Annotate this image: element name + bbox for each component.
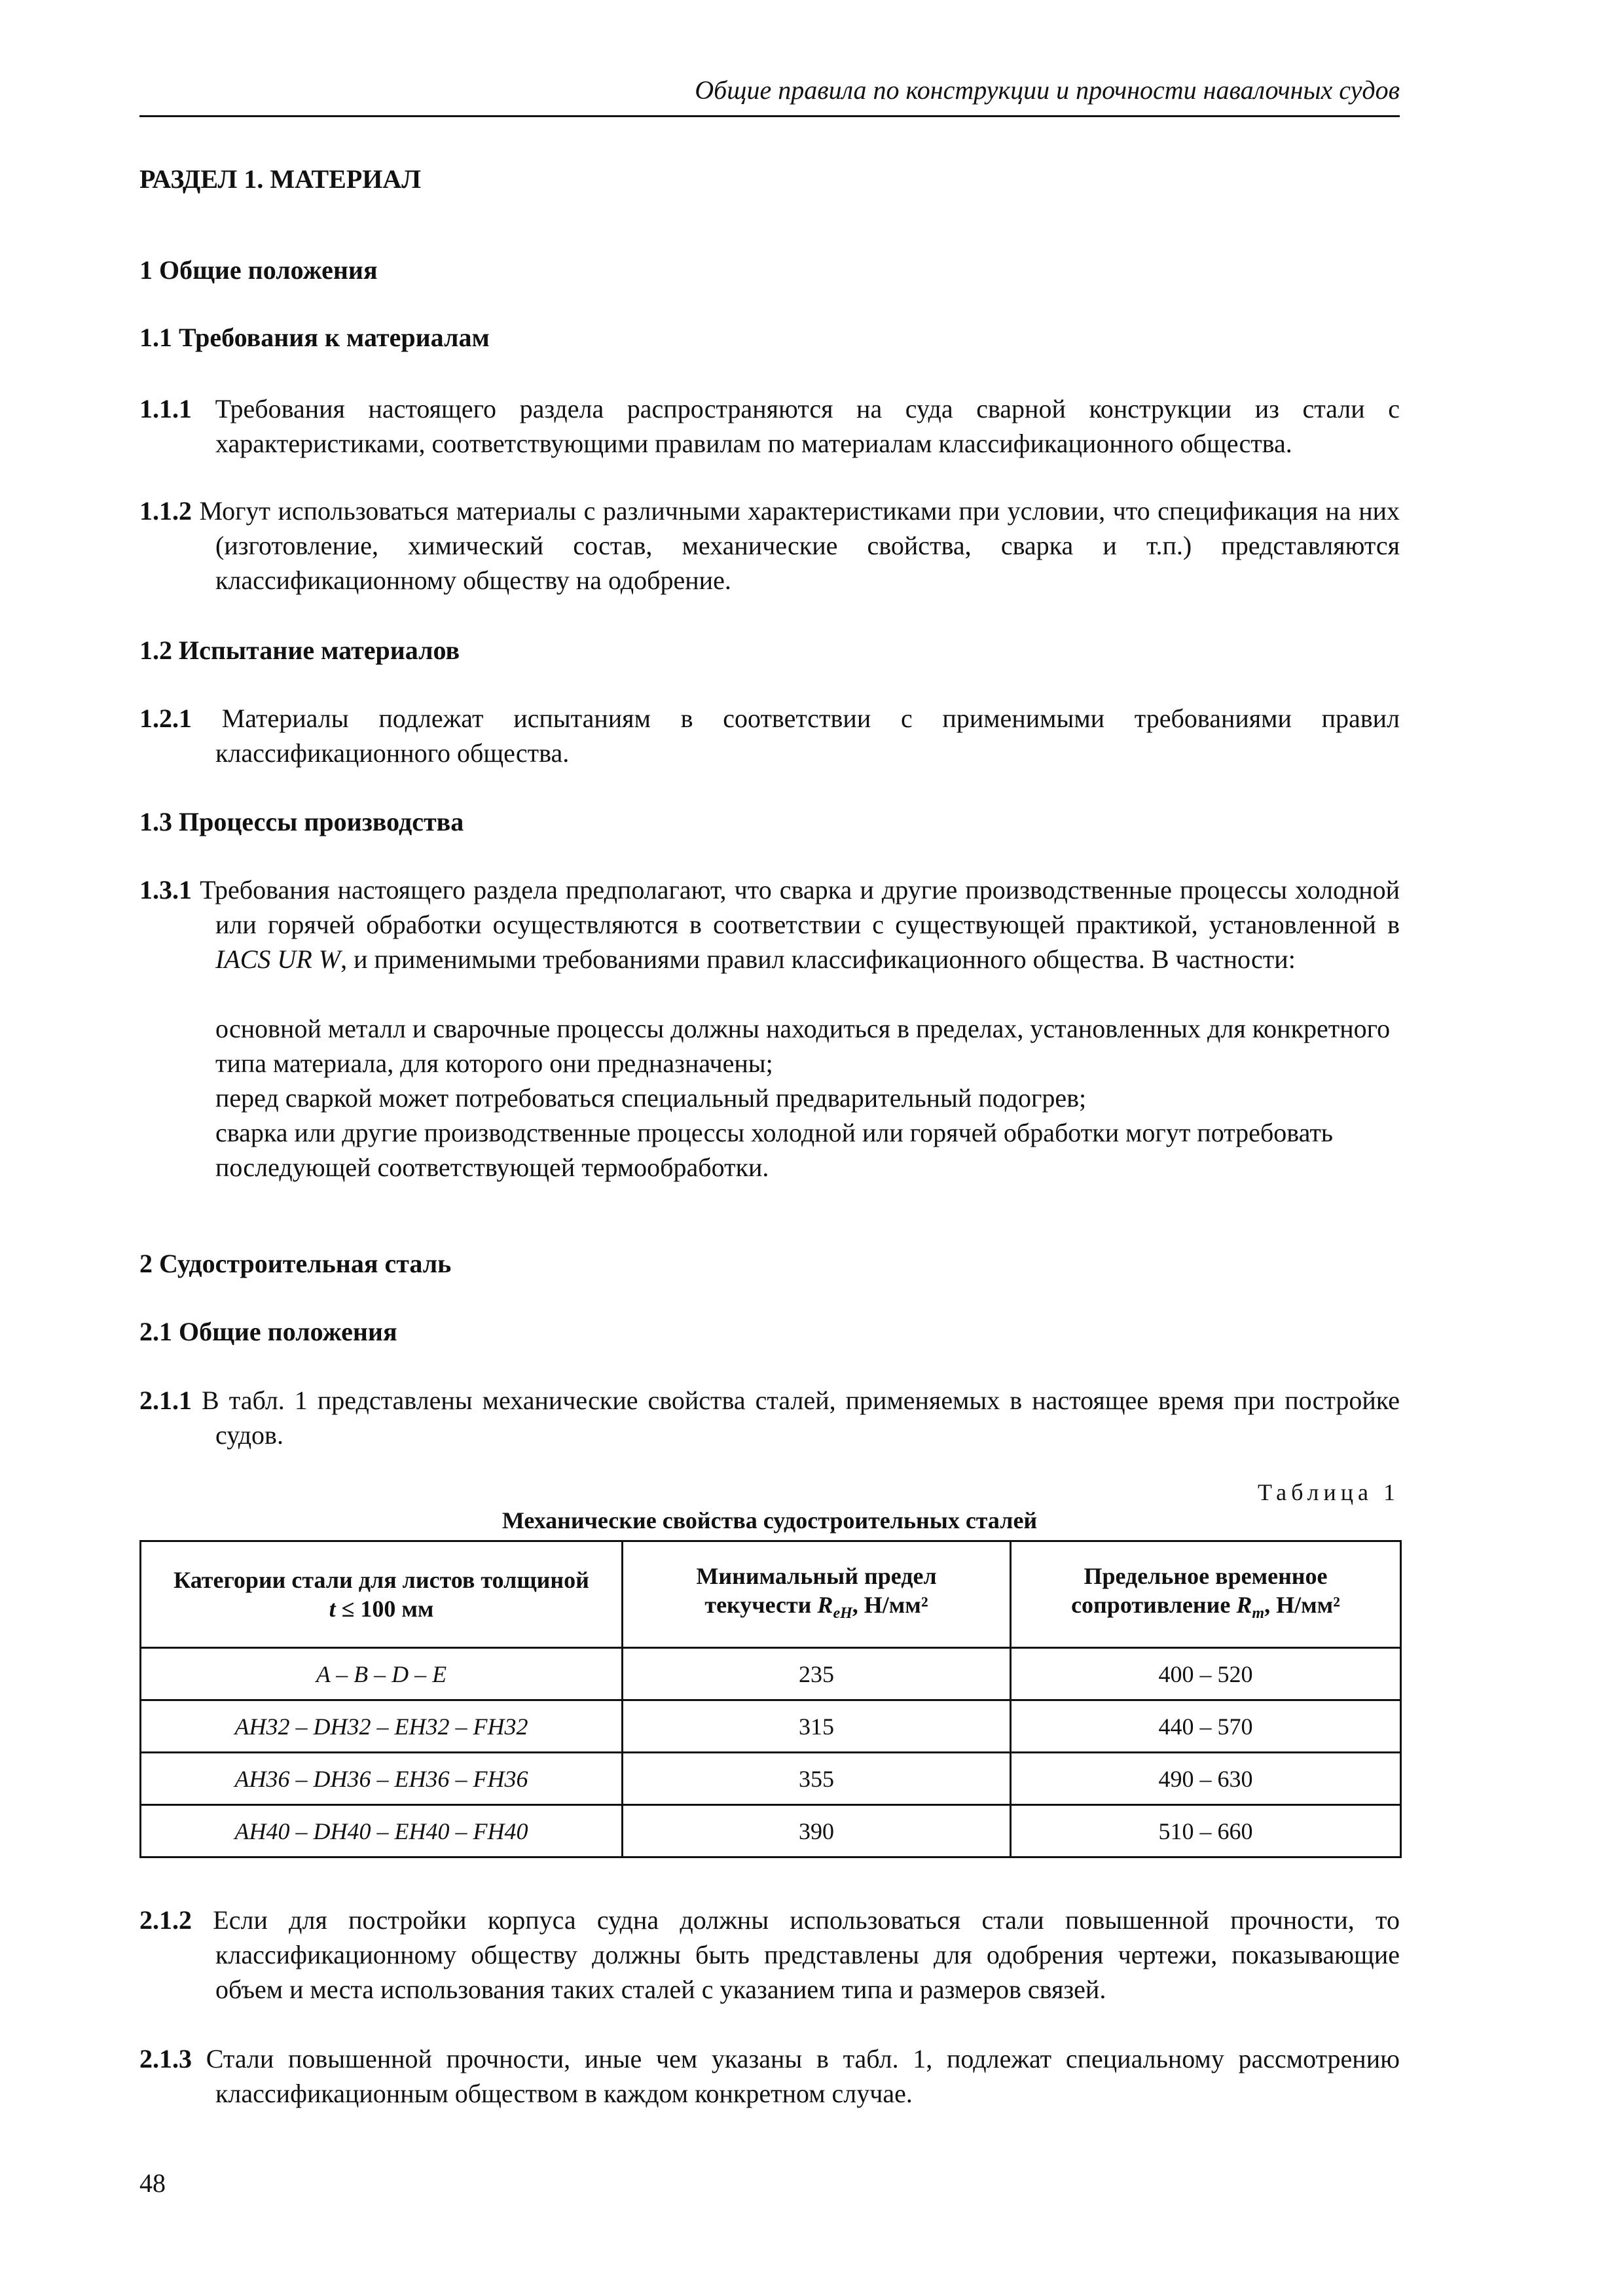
- heading-2: 2 Судостроительная сталь: [139, 1249, 452, 1278]
- paragraph-2-1-3: [139, 2041, 1400, 2111]
- steel-properties-table: [139, 1540, 1402, 1858]
- cell-category: AH40 – DH40 – EH40 – FH40: [141, 1805, 623, 1857]
- list-item: перед сваркой может потребоваться специальный предварительный подогрев;: [215, 1083, 1087, 1113]
- paragraph-text: Требования настоящего раздела распространяются на суда сварной конструкции из стали с характеристиками, соответствующими правилам по материалам классификационного общества.: [215, 394, 1400, 458]
- paragraph-2-1-1: [139, 1383, 1400, 1452]
- list-item: сварка или другие производственные процессы холодной или горячей обработки могут потребовать последующей соответствующей термообработки.: [215, 1118, 1334, 1182]
- cell-yield: 235: [623, 1648, 1011, 1700]
- paragraph-text: Могут использоваться материалы с различными характеристиками при условии, что спецификация на них (изготовление, химический состав, механические свойства, сварка и т.п.) представляются классификационному обществу на одобрение.: [199, 496, 1400, 595]
- cell-yield: 355: [623, 1753, 1011, 1805]
- list-item: основной металл и сварочные процессы должны находиться в пределах, установленных для конкретного типа материала, для которого они предназначены;: [215, 1014, 1391, 1078]
- table-header-row: [141, 1541, 1401, 1648]
- cell-tensile: 490 – 630: [1011, 1753, 1401, 1805]
- cell-yield: 315: [623, 1700, 1011, 1753]
- standard-reference: IACS UR W: [215, 944, 341, 974]
- heading-1-2: 1.2 Испытание материалов: [139, 636, 460, 665]
- paragraph-text: Материалы подлежат испытаниям в соответствии с применимыми требованиями правил классификационного общества.: [215, 704, 1400, 768]
- paragraph-text: Если для постройки корпуса судна должны использоваться стали повышенной прочности, то классификационному обществу должны быть представлены для одобрения чертежи, показывающие объем и места использования таких сталей с указанием типа и размеров связей.: [213, 1905, 1400, 2004]
- paragraph-1-3-1: [139, 872, 1400, 977]
- header-tensile-strength: Предельное временное сопротивление $R_m$, Н/мм²: [1011, 1541, 1401, 1648]
- heading-2-1: 2.1 Общие положения: [139, 1317, 397, 1346]
- paragraph-2-1-2: [139, 1903, 1400, 2007]
- paragraph-number: 2.1.2: [139, 1905, 192, 1935]
- heading-1-3: 1.3 Процессы производства: [139, 807, 464, 836]
- cell-category: A – B – D – E: [141, 1648, 623, 1700]
- heading-1-1: 1.1 Требования к материалам: [139, 323, 490, 352]
- running-header: Общие правила по конструкции и прочности навалочных судов: [695, 75, 1400, 105]
- cell-yield: 390: [623, 1805, 1011, 1857]
- paragraph-number: 2.1.3: [139, 2044, 192, 2073]
- paragraph-number: 1.1.2: [139, 496, 192, 526]
- paragraph-1-1-1: [139, 391, 1400, 461]
- header-rule: [139, 115, 1400, 117]
- cell-tensile: 400 – 520: [1011, 1648, 1401, 1700]
- table-row: [141, 1700, 1401, 1753]
- paragraph-number: 1.2.1: [139, 704, 192, 733]
- paragraph-text: Требования настоящего раздела предполагают, что сварка и другие производственные процессы холодной или горячей обработки осуществляются в соответствии с существующей практикой, установленной в: [200, 875, 1400, 939]
- section-title: РАЗДЕЛ 1. МАТЕРИАЛ: [139, 164, 422, 194]
- paragraph-number: 2.1.1: [139, 1386, 192, 1415]
- header-yield-strength: Минимальный предел текучести $R_{eH}$, Н/мм²: [623, 1541, 1011, 1648]
- header-steel-category: Категории стали для листов толщиной t ≤ 100 мм: [141, 1541, 623, 1648]
- table-label: Таблица 1: [1258, 1479, 1400, 1505]
- paragraph-text: В табл. 1 представлены механические свойства сталей, применяемых в настоящее время при постройке судов.: [202, 1386, 1400, 1450]
- heading-1: 1 Общие положения: [139, 255, 378, 285]
- cell-category: AH32 – DH32 – EH32 – FH32: [141, 1700, 623, 1753]
- cell-tensile: 440 – 570: [1011, 1700, 1401, 1753]
- document-page: [139, 0, 1400, 2296]
- table-caption: Механические свойства судостроительных сталей: [501, 1507, 1038, 1534]
- page-number: 48: [139, 2168, 166, 2198]
- cell-category: AH36 – DH36 – EH36 – FH36: [141, 1753, 623, 1805]
- table-row: [141, 1805, 1401, 1857]
- paragraph-text-continued: , и применимыми требованиями правил классификационного общества. В частности:: [340, 944, 1296, 974]
- cell-tensile: 510 – 660: [1011, 1805, 1401, 1857]
- paragraph-1-1-2: [139, 493, 1400, 598]
- paragraph-number: 1.1.1: [139, 394, 192, 423]
- paragraph-text: Стали повышенной прочности, иные чем указаны в табл. 1, подлежат специальному рассмотрению классификационным обществом в каждом конкретном случае.: [206, 2044, 1400, 2108]
- paragraph-1-2-1: [139, 701, 1400, 770]
- table-row: [141, 1648, 1401, 1700]
- paragraph-number: 1.3.1: [139, 875, 192, 905]
- table-row: [141, 1753, 1401, 1805]
